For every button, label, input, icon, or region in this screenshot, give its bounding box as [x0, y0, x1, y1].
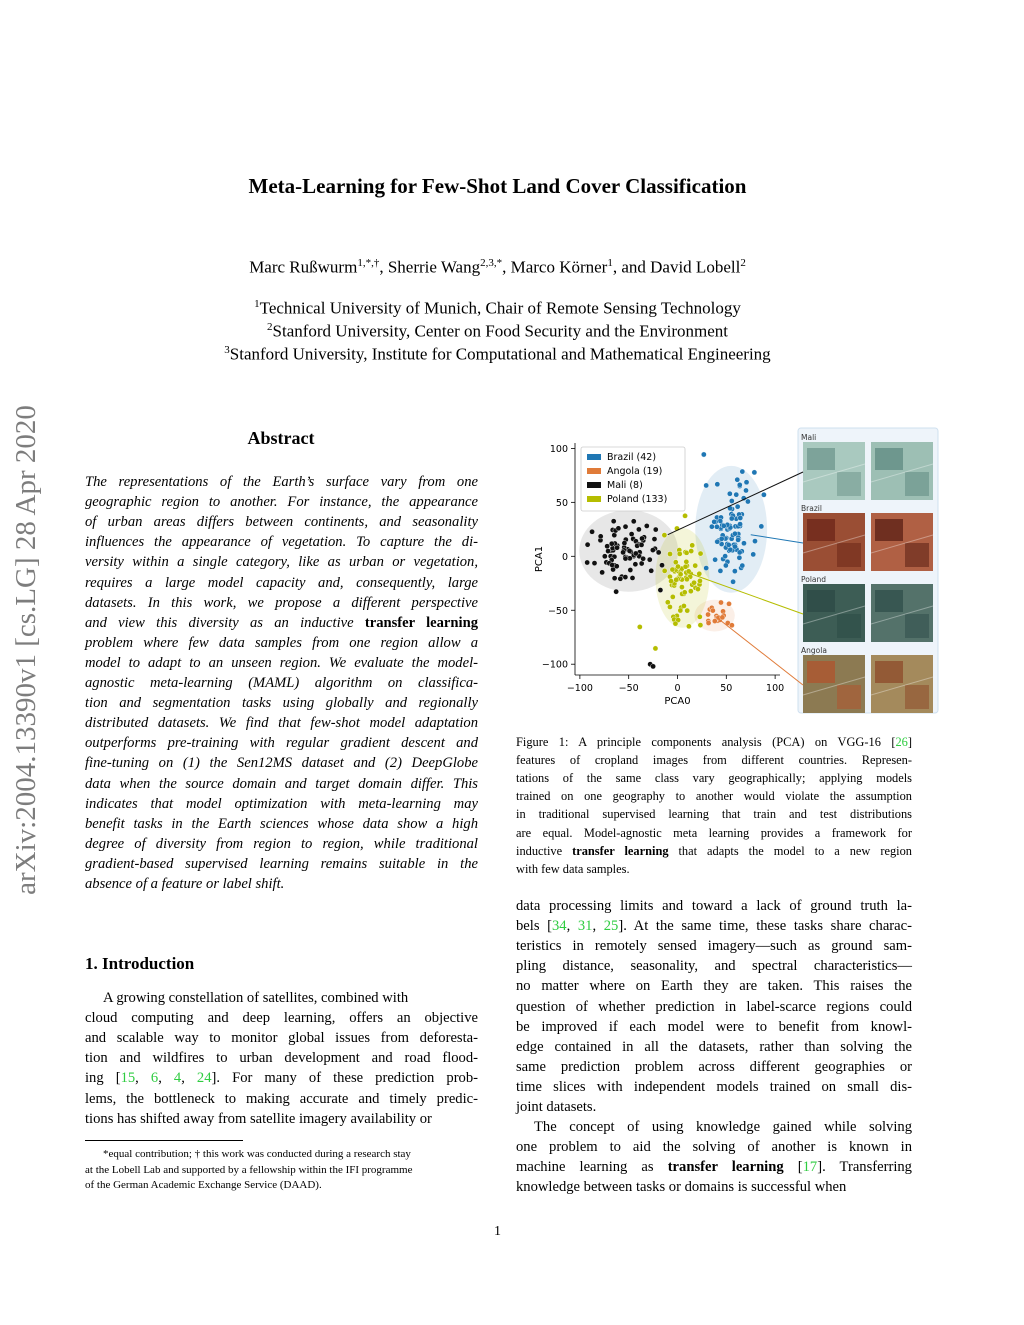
data-point: [681, 603, 686, 608]
field-patch: [875, 519, 903, 541]
data-point: [693, 563, 698, 568]
field-patch: [905, 614, 929, 638]
author-name: David Lobell: [650, 257, 741, 277]
author-affiliation-mark: 1: [607, 257, 613, 269]
data-point: [602, 554, 607, 559]
data-point: [614, 564, 619, 569]
data-point: [723, 563, 728, 568]
data-point: [677, 551, 682, 556]
data-point: [718, 600, 723, 605]
y-axis-label: PCA1: [534, 545, 545, 573]
data-point: [665, 600, 670, 605]
data-point: [662, 533, 667, 538]
text-line: edge contained in all the datasets, rather than solving the: [516, 1038, 912, 1055]
data-point: [600, 570, 605, 575]
data-point: [718, 568, 723, 573]
data-point: [735, 504, 740, 509]
data-point: [718, 518, 723, 523]
data-point: [689, 548, 694, 553]
field-patch: [837, 685, 861, 709]
text-line: tations of the same class vary geographically; applying models: [516, 771, 912, 786]
text-line: inductive transfer learning that adapts the model to a new region: [516, 843, 912, 858]
data-point: [701, 452, 706, 457]
footnote-line: of the German Academic Exchange Service (DAAD).: [85, 1179, 322, 1191]
legend-label: Mali (8): [607, 480, 643, 491]
data-point: [730, 579, 735, 584]
data-point: [679, 584, 684, 589]
data-point: [675, 564, 680, 569]
data-point: [623, 574, 628, 579]
data-point: [650, 664, 655, 669]
text-line: data when the source domain and target domain differ. This: [85, 775, 478, 792]
text-line: with few data samples.: [516, 861, 630, 876]
text-line: one problem to aid the solving of another is known in: [516, 1139, 912, 1156]
data-point: [598, 534, 603, 539]
legend-label: Poland (133): [607, 494, 668, 505]
text-line: joint datasets.: [516, 1099, 597, 1115]
text-line: The representations of the Earth’s surface vary from one: [85, 474, 478, 490]
text-line: no matter where on Earth they are taken. This raises the: [516, 978, 912, 995]
data-point: [612, 576, 617, 581]
data-point: [737, 482, 742, 487]
data-point: [628, 567, 633, 572]
affiliation-mark: 2: [267, 321, 273, 333]
data-point: [697, 578, 702, 583]
data-point: [695, 586, 700, 591]
text-line: be improved if each model were to benefit from knowl-: [516, 1018, 912, 1035]
x-tick-label: 50: [720, 683, 733, 694]
data-point: [734, 492, 739, 497]
legend-label: Brazil (42): [607, 452, 657, 463]
data-point: [737, 522, 742, 527]
thumbnail-group-label: Brazil: [801, 504, 822, 513]
text-line: indicates that model optimization with meta-learning may: [85, 795, 478, 812]
data-point: [592, 561, 597, 566]
affiliation-text: Stanford University, Institute for Computational and Mathematical Engineering: [229, 344, 771, 364]
data-point: [585, 542, 590, 547]
data-point: [653, 527, 658, 532]
field-patch: [807, 519, 835, 541]
text-line: problem where few data samples from one region allow a: [85, 634, 478, 651]
data-point: [743, 488, 748, 493]
data-point: [682, 590, 687, 595]
text-line: lems, the bottleneck to making accurate and timely predic-: [85, 1090, 478, 1107]
data-point: [751, 552, 756, 557]
data-point: [641, 556, 646, 561]
x-tick-label: −50: [618, 683, 639, 694]
data-point: [659, 563, 664, 568]
data-point: [683, 564, 688, 569]
legend-swatch: [587, 482, 601, 488]
data-point: [738, 515, 743, 520]
data-point: [644, 523, 649, 528]
text-line: tion and segmentation tasks using globally and regionally: [85, 695, 478, 712]
data-point: [752, 470, 757, 475]
thumbnail-group-label: Mali: [801, 433, 817, 442]
author-separator: , and: [612, 257, 651, 277]
field-patch: [837, 543, 861, 567]
data-point: [706, 620, 711, 625]
data-point: [698, 622, 703, 627]
arxiv-identifier: arXiv:2004.13390v1 [cs.LG] 28 Apr 2020: [10, 405, 42, 895]
data-point: [684, 559, 689, 564]
y-tick-label: 100: [549, 443, 568, 455]
data-point: [729, 623, 734, 628]
data-point: [688, 589, 693, 594]
affiliation-text: Stanford University, Center on Food Security and the Environment: [272, 321, 728, 341]
data-point: [741, 541, 746, 546]
data-point: [622, 540, 627, 545]
text-line: same prediction problem across different geographies or: [516, 1058, 912, 1075]
text-line: of urban areas differs between continents, and seasonality: [85, 514, 478, 531]
data-point: [614, 545, 619, 550]
footnote-rule: [85, 1140, 243, 1141]
data-point: [690, 543, 695, 548]
y-tick-label: −100: [541, 659, 568, 671]
data-point: [668, 578, 673, 583]
author-list: [0, 257, 995, 278]
author-separator: ,: [502, 257, 511, 277]
page-number: 1: [494, 1224, 501, 1239]
text-line: time slices with independent models trained on small dis-: [516, 1078, 912, 1095]
data-point: [728, 547, 733, 552]
data-point: [712, 519, 717, 524]
data-point: [737, 555, 742, 560]
text-line: in traditional supervised learning that train and test distributions: [516, 807, 912, 822]
data-point: [585, 560, 590, 565]
data-point: [736, 537, 741, 542]
text-line: The concept of using knowledge gained while solving: [534, 1119, 912, 1136]
field-patch: [905, 472, 929, 496]
affiliation-3: [0, 344, 995, 365]
field-patch: [905, 685, 929, 709]
text-line: versity within a single category, like as urban or vegetation,: [85, 554, 478, 571]
data-point: [684, 577, 689, 582]
data-point: [697, 571, 702, 576]
data-point: [633, 562, 638, 567]
data-point: [653, 646, 658, 651]
data-point: [684, 550, 689, 555]
field-patch: [905, 543, 929, 567]
text-line: teristics in remotely sensed imagery—such as ground sam-: [516, 938, 912, 955]
data-point: [759, 524, 764, 529]
data-point: [612, 533, 617, 538]
data-point: [715, 482, 720, 487]
y-tick-label: 0: [561, 551, 568, 563]
data-point: [673, 621, 678, 626]
pca-scatter-figure: [530, 425, 940, 715]
data-point: [658, 587, 663, 592]
data-point: [623, 524, 628, 529]
text-line: requires a large model capacity and, consequently, large: [85, 574, 478, 591]
text-line: knowledge between tasks or domains is successful when: [516, 1179, 847, 1196]
text-line: benefit tasks in the Earth sciences whose data show a high: [85, 815, 478, 832]
data-point: [652, 536, 657, 541]
data-point: [589, 529, 594, 534]
affiliation-mark: 3: [224, 344, 230, 356]
data-point: [745, 499, 750, 504]
data-point: [709, 524, 714, 529]
text-line: tion and wildfires to urban development and road flood-: [85, 1050, 478, 1067]
author-affiliation-mark: 2,3,*: [480, 257, 503, 269]
text-line: A growing constellation of satellites, combined with: [103, 990, 409, 1006]
affiliation-text: Technical University of Munich, Chair of Remote Sensing Technology: [259, 298, 741, 318]
data-point: [605, 548, 610, 553]
data-point: [610, 562, 615, 567]
data-point: [639, 561, 644, 566]
thumbnail-group-label: Poland: [801, 575, 827, 584]
text-line: model to adapt to an unseen region. We evaluate the model-: [85, 654, 478, 671]
text-line: machine learning as transfer learning [17]. Transferring: [516, 1159, 912, 1176]
text-line: bels [34, 31, 25]. At the same time, these tasks share charac-: [516, 918, 912, 935]
footnote: [85, 1147, 478, 1194]
data-point: [649, 568, 654, 573]
data-point: [713, 557, 718, 562]
text-line: data processing limits and toward a lack of ground truth la-: [516, 898, 912, 914]
data-point: [630, 575, 635, 580]
data-point: [723, 554, 728, 559]
data-point: [633, 551, 638, 556]
x-tick-label: 0: [674, 683, 681, 694]
data-point: [670, 594, 675, 599]
field-patch: [837, 614, 861, 638]
legend-swatch: [587, 496, 601, 502]
text-line: trained on one geography to another would violate the assumption: [516, 789, 912, 804]
field-patch: [875, 590, 903, 612]
footnote-line: at the Lobell Lab and supported by a fellowship within the IFI programme: [85, 1163, 413, 1176]
field-patch: [875, 661, 903, 683]
data-point: [710, 608, 715, 613]
data-point: [627, 548, 632, 553]
data-point: [667, 551, 672, 556]
data-point: [685, 608, 690, 613]
data-point: [605, 544, 610, 549]
text-line: tions has shifted away from satellite imagery availability or: [85, 1110, 432, 1127]
y-tick-label: −50: [547, 605, 568, 617]
data-point: [720, 615, 725, 620]
data-point: [623, 556, 628, 561]
x-tick-label: 100: [766, 683, 785, 694]
data-point: [674, 577, 679, 582]
text-line: absence of a feature or label shift.: [85, 876, 285, 892]
affiliation-mark: 1: [254, 298, 260, 310]
data-point: [712, 618, 717, 623]
data-point: [682, 513, 687, 518]
section-heading-introduction: 1. Introduction: [85, 954, 195, 973]
legend-label: Angola (19): [607, 466, 663, 477]
data-point: [761, 492, 766, 497]
data-point: [678, 572, 683, 577]
data-point: [620, 550, 625, 555]
field-patch: [875, 448, 903, 470]
data-point: [729, 498, 734, 503]
data-point: [704, 483, 709, 488]
data-point: [740, 563, 745, 568]
footnote-line: *equal contribution; † this work was conducted during a research stay: [103, 1148, 411, 1160]
author-name: Sherrie Wang: [387, 257, 481, 277]
data-point: [670, 567, 675, 572]
field-patch: [837, 472, 861, 496]
data-point: [662, 568, 667, 573]
text-line: datasets. In this work, we propose a different perspective: [85, 594, 478, 611]
field-patch: [807, 448, 835, 470]
text-line: distributed datasets. We find that few-shot model adaptation: [85, 715, 478, 732]
data-point: [667, 604, 672, 609]
x-tick-label: −100: [566, 683, 593, 694]
data-point: [639, 542, 644, 547]
field-patch: [807, 661, 835, 683]
data-point: [629, 531, 634, 536]
text-line: degree of diversity from region to region, while traditional: [85, 835, 478, 852]
data-point: [719, 536, 724, 541]
text-line: ing [15, 6, 4, 24]. For many of these prediction prob-: [85, 1070, 479, 1087]
data-point: [691, 580, 696, 585]
field-patch: [807, 590, 835, 612]
text-line: agnostic meta-learning (MAML) algorithm on classifica-: [85, 675, 478, 691]
text-line: and scalable way to monitor global issues from deforesta-: [85, 1030, 478, 1047]
text-line: pling distance, seasonality, and spectral characteristics—: [516, 958, 912, 975]
data-point: [678, 608, 683, 613]
data-point: [735, 477, 740, 482]
data-point: [732, 531, 737, 536]
data-point: [697, 614, 702, 619]
data-point: [656, 550, 661, 555]
data-point: [650, 547, 655, 552]
data-point: [744, 480, 749, 485]
data-point: [614, 589, 619, 594]
data-point: [631, 519, 636, 524]
data-point: [698, 551, 703, 556]
text-line: features of cropland images from different countries. Represen-: [516, 753, 912, 768]
data-point: [704, 565, 709, 570]
text-line: and view this diversity as an inductive transfer learning: [85, 614, 478, 631]
data-point: [740, 469, 745, 474]
text-line: Figure 1: A principle components analysis (PCA) on VGG-16 [26]: [516, 735, 912, 749]
abstract-heading: Abstract: [247, 428, 315, 448]
text-line: question of whether prediction in label-scarce regions could: [516, 998, 912, 1015]
text-line: influences the appearance of vegetation. To capture the di-: [85, 534, 478, 551]
data-point: [752, 539, 757, 544]
text-line: are equal. Model-agnostic meta learning provides a framework for: [516, 825, 912, 840]
author-affiliation-mark: 1,*,†: [357, 257, 380, 269]
thumbnail-group-label: Angola: [801, 646, 827, 655]
paper-title: Meta-Learning for Few-Shot Land Cover Classification: [248, 174, 747, 198]
author-name: Marco Körner: [510, 257, 608, 277]
data-point: [732, 544, 737, 549]
text-line: outperforms pre-training with regular gradient descent and: [85, 735, 478, 752]
data-point: [636, 527, 641, 532]
text-line: gradient-based supervised learning remains suitable in the: [85, 855, 478, 872]
data-point: [686, 624, 691, 629]
data-point: [714, 524, 719, 529]
data-point: [637, 624, 642, 629]
data-point: [618, 576, 623, 581]
author-affiliation-mark: 2: [740, 257, 746, 269]
legend-swatch: [587, 468, 601, 474]
text-line: fine-tuning on (1) the Sen12MS dataset and (2) DeepGlobe: [85, 755, 478, 772]
text-line: cloud computing and deep learning, offers an objective: [85, 1010, 478, 1027]
data-point: [611, 519, 616, 524]
data-point: [639, 536, 644, 541]
y-tick-label: 50: [555, 497, 568, 509]
author-name: Marc Rußwurm: [249, 257, 358, 277]
figure-1: [530, 425, 940, 715]
affiliation-1: [0, 298, 995, 319]
data-point: [705, 612, 710, 617]
data-point: [616, 526, 621, 531]
data-point: [727, 491, 732, 496]
data-point: [732, 569, 737, 574]
data-point: [729, 516, 734, 521]
data-point: [737, 550, 742, 555]
data-point: [726, 542, 731, 547]
data-point: [721, 523, 726, 528]
affiliation-2: [0, 321, 995, 342]
text-line: geographic region to another. For instance, the appearance: [85, 494, 478, 511]
author-separator: ,: [379, 257, 388, 277]
data-point: [609, 541, 614, 546]
data-point: [726, 601, 731, 606]
legend-swatch: [587, 454, 601, 460]
data-point: [647, 557, 652, 562]
x-axis-label: PCA0: [664, 696, 691, 707]
